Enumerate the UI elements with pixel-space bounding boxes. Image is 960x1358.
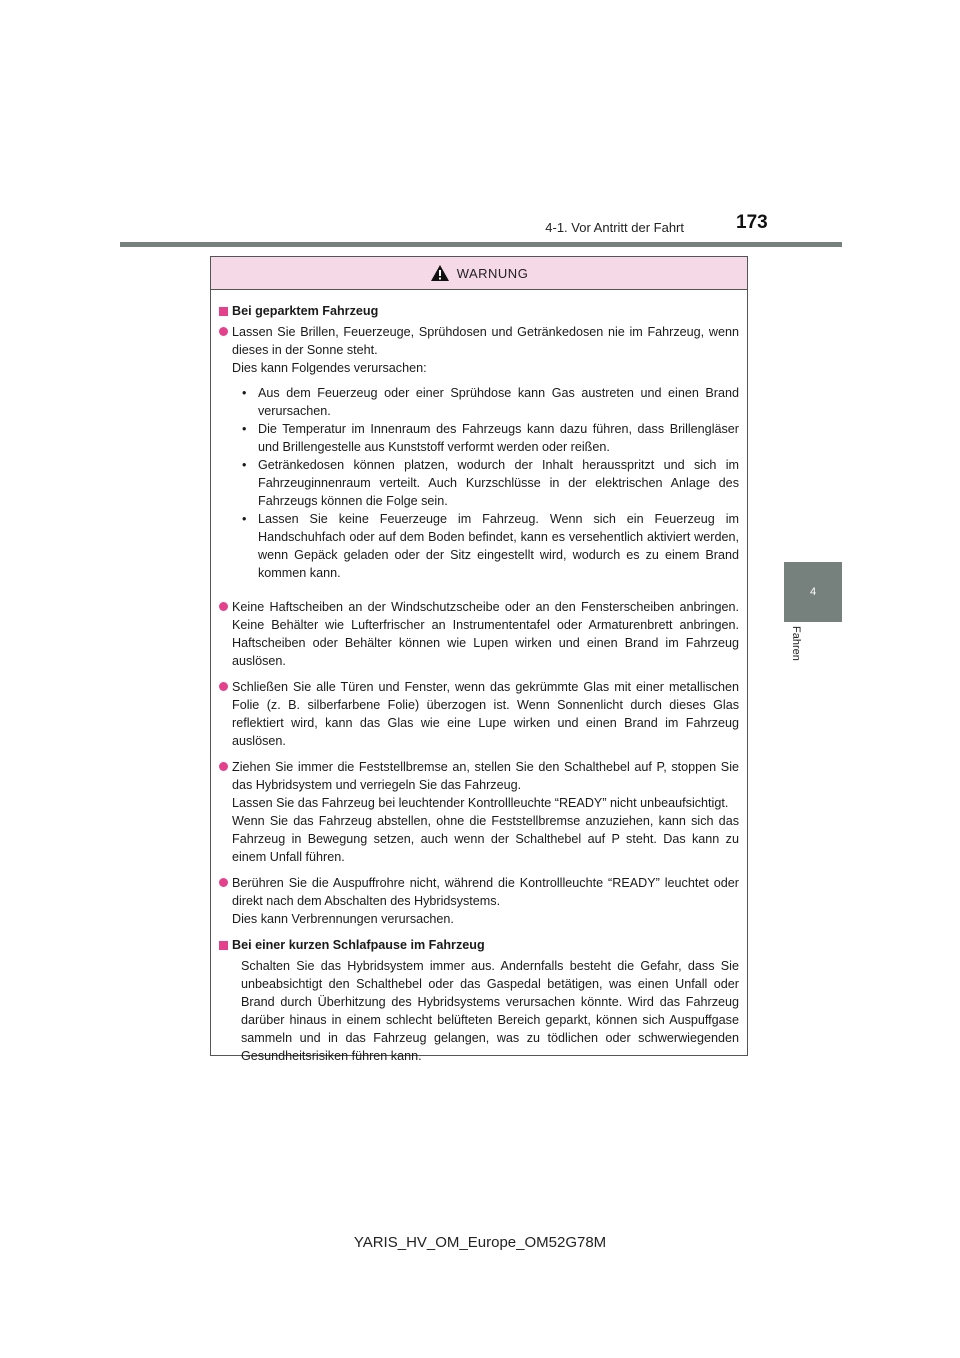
warning-title: WARNUNG: [456, 265, 529, 281]
paragraph: Berühren Sie die Auspuffrohre nicht, während die Kontrollleuchte “READY” leuchtet oder direkt nach dem Abschalten des Hybridsystems.: [232, 876, 739, 908]
circle-bullet-icon: [219, 682, 228, 691]
dot-marker: •: [242, 512, 247, 526]
sub-list-text: Getränkedosen können platzen, wodurch der Inhalt herausspritzt und sich im Fahrzeuginnenraum verteilt. Auch Kurzschlüsse in der elektrischen Anlage des Fahrzeugs können die Folge sein.: [258, 458, 739, 508]
paragraph: Schalten Sie das Hybridsystem immer aus. Andernfalls besteht die Gefahr, dass Sie unbeabsichtigt den Schalthebel oder das Gaspedal betätigen, was einen Unfall oder Brand durch Überhitzung des Hybridsystems verursachen könnte. Wird das Fahrzeug darüber hinaus in einem schlecht belüfteten Bereich geparkt, können sich Auspuffgase sammeln und in das Fahrzeug gelangen, was zu tödlichen oder schwerwiegenden Gesundheitsrisiken führen kann.: [241, 959, 739, 1063]
circle-bullet-icon: [219, 327, 228, 336]
paragraph: Keine Haftscheiben an der Windschutzscheibe oder an den Fensterscheiben anbringen. Keine Behälter wie Lufterfrischer an Instrumententafel oder Armaturenbrett anbringen. Haftscheiben oder Behälter können wie Lupen wirken und einen Brand im Fahrzeug auslösen.: [232, 600, 739, 668]
dot-marker: •: [242, 458, 247, 472]
paragraph: Lassen Sie das Fahrzeug bei leuchtender Kontrollleuchte “READY” nicht unbeaufsichtigt.: [232, 796, 729, 810]
document-code: YARIS_HV_OM_Europe_OM52G78M: [353, 1234, 607, 1251]
dot-marker: •: [242, 422, 247, 436]
warning-body: [211, 290, 747, 1065]
list-item: [219, 323, 739, 590]
circle-bullet-icon: [219, 602, 228, 611]
list-item: [219, 678, 739, 750]
section-heading: [219, 302, 739, 320]
sub-list-text: Die Temperatur im Innenraum des Fahrzeugs kann dazu führen, dass Brillengläser und Brillengestelle aus Kunststoff verformt werden oder reißen.: [258, 422, 739, 454]
warning-header: [211, 257, 747, 290]
dot-marker: •: [242, 386, 247, 400]
warning-box: [210, 256, 748, 1063]
section-title: 4-1. Vor Antritt der Fahrt: [545, 220, 684, 235]
sub-list-item: [242, 384, 739, 420]
sub-list-item: [242, 420, 739, 456]
sub-list-text: Aus dem Feuerzeug oder einer Sprühdose kann Gas austreten und einen Brand verursachen.: [258, 386, 739, 418]
list-item: [219, 758, 739, 866]
circle-bullet-icon: [219, 762, 228, 771]
page-number: 173: [736, 212, 768, 233]
paragraph: Lassen Sie Brillen, Feuerzeuge, Sprühdosen und Getränkedosen nie im Fahrzeug, wenn dieses in der Sonne steht.: [232, 325, 739, 357]
list-item: [219, 874, 739, 928]
section-heading-text: Bei einer kurzen Schlafpause im Fahrzeug: [232, 938, 485, 952]
chapter-label: Fahren: [790, 626, 802, 661]
circle-bullet-icon: [219, 878, 228, 887]
section-heading: [219, 936, 739, 954]
square-bullet-icon: [219, 941, 228, 950]
sub-list-text: Lassen Sie keine Feuerzeuge im Fahrzeug. Wenn sich ein Feuerzeug im Handschuhfach oder auf dem Boden befindet, kann es versehentlich aktiviert werden, wenn Gepäck geladen oder der Sitz eingestellt wird, wodurch es zu einem Brand kommen kann.: [258, 512, 739, 580]
list-item: [219, 598, 739, 670]
header-rule: [120, 242, 842, 247]
square-bullet-icon: [219, 307, 228, 316]
paragraph: Dies kann Verbrennungen verursachen.: [232, 912, 454, 926]
chapter-number: 4: [809, 586, 817, 598]
paragraph: Ziehen Sie immer die Feststellbremse an, stellen Sie den Schalthebel auf P, stoppen Sie das Hybridsystem und verriegeln Sie das Fahrzeug.: [232, 760, 739, 792]
paragraph: Wenn Sie das Fahrzeug abstellen, ohne die Feststellbremse anzuziehen, kann sich das Fahrzeug in Bewegung setzen, auch wenn der Schalthebel auf P steht. Das kann zu einem Unfall führen.: [232, 814, 739, 864]
sub-list: [242, 384, 739, 582]
sub-list-item: [242, 510, 739, 582]
sub-list-item: [242, 456, 739, 510]
chapter-tab: [784, 562, 842, 622]
section-heading-text: Bei geparktem Fahrzeug: [232, 304, 379, 318]
paragraph: Schließen Sie alle Türen und Fenster, wenn das gekrümmte Glas mit einer metallischen Folie (z. B. silberfarbene Folie) überzogen ist. Wenn Sonnenlicht durch dieses Glas reflektiert wird, kann das Glas wie eine Lupe wirken und einen Brand im Fahrzeug auslösen.: [232, 680, 739, 748]
paragraph: Dies kann Folgendes verursachen:: [232, 361, 427, 375]
warning-triangle-icon: [430, 264, 450, 282]
